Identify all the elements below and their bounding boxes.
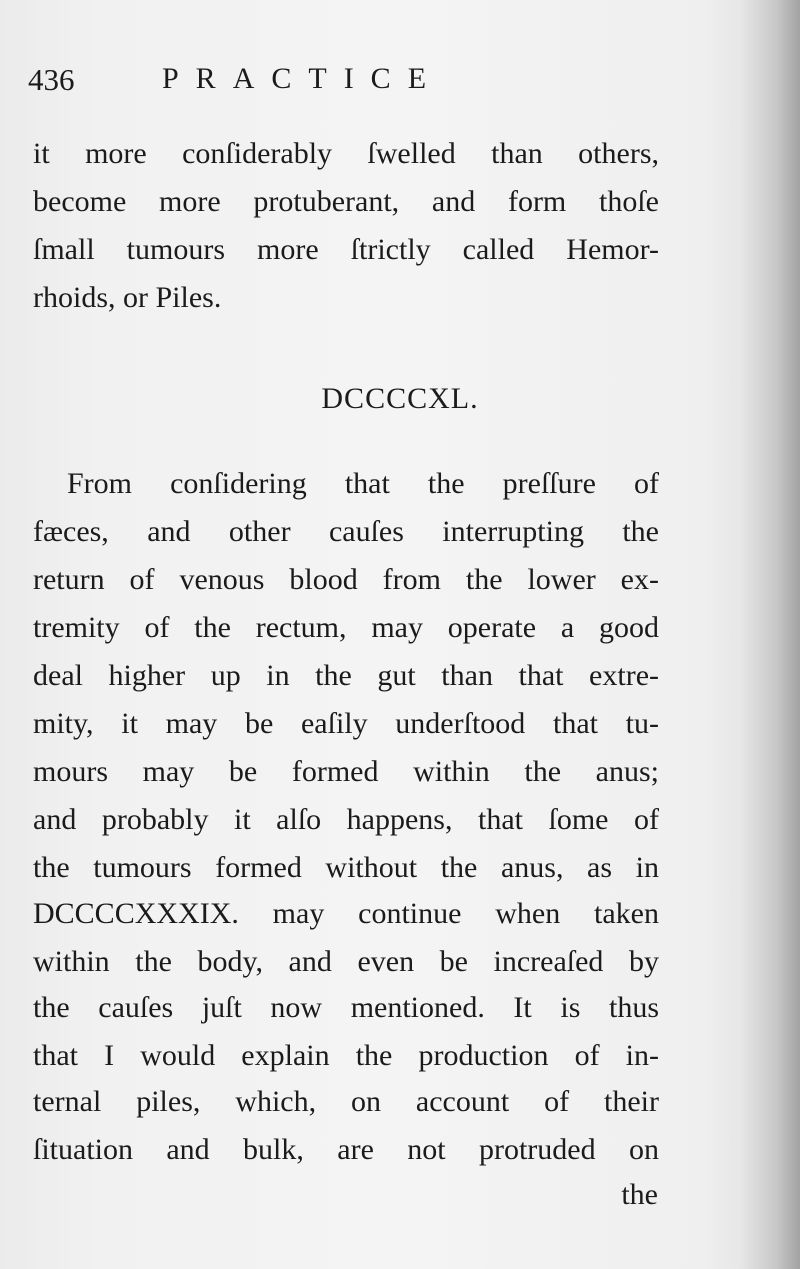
text-line: ſmall tumours more ſtrictly called Hemor- — [33, 233, 659, 266]
running-head — [28, 62, 648, 102]
section-heading: DCCCCXL. — [321, 382, 479, 415]
text-line: the tumours formed without the anus, as in — [33, 851, 659, 884]
text-line: that I would explain the production of in- — [33, 1039, 659, 1072]
text-line: within the body, and even be increaſed by — [33, 945, 659, 978]
text-line: the cauſes juſt now mentioned. It is thus — [33, 991, 659, 1024]
text-line: mours may be formed within the anus; — [33, 755, 659, 788]
text-line: DCCCCXXXIX. may continue when taken — [33, 897, 659, 930]
text-line: ternal piles, which, on account of their — [33, 1085, 659, 1118]
text-line: return of venous blood from the lower ex- — [33, 563, 659, 596]
text-line: From conſidering that the preſſure of — [67, 467, 659, 500]
page-number: 436 — [28, 62, 75, 97]
text-line: become more protuberant, and form thoſe — [33, 185, 659, 218]
text-line: rhoids, or Piles. — [33, 281, 222, 314]
text-line: ſituation and bulk, are not protruded on — [33, 1133, 659, 1166]
text-line: tremity of the rectum, may operate a good — [33, 611, 659, 644]
catchword: the — [621, 1178, 658, 1211]
text-line: fæces, and other cauſes interrupting the — [33, 515, 659, 548]
text-line: and probably it alſo happens, that ſome of — [33, 803, 659, 836]
text-line: it more conſiderably ſwelled than others, — [33, 137, 659, 170]
text-line: mity, it may be eaſily underſtood that tu- — [33, 707, 659, 740]
text-line: deal higher up in the gut than that extre- — [33, 659, 659, 692]
spine-shadow — [740, 0, 800, 1269]
running-title: PRACTICE — [162, 62, 444, 95]
